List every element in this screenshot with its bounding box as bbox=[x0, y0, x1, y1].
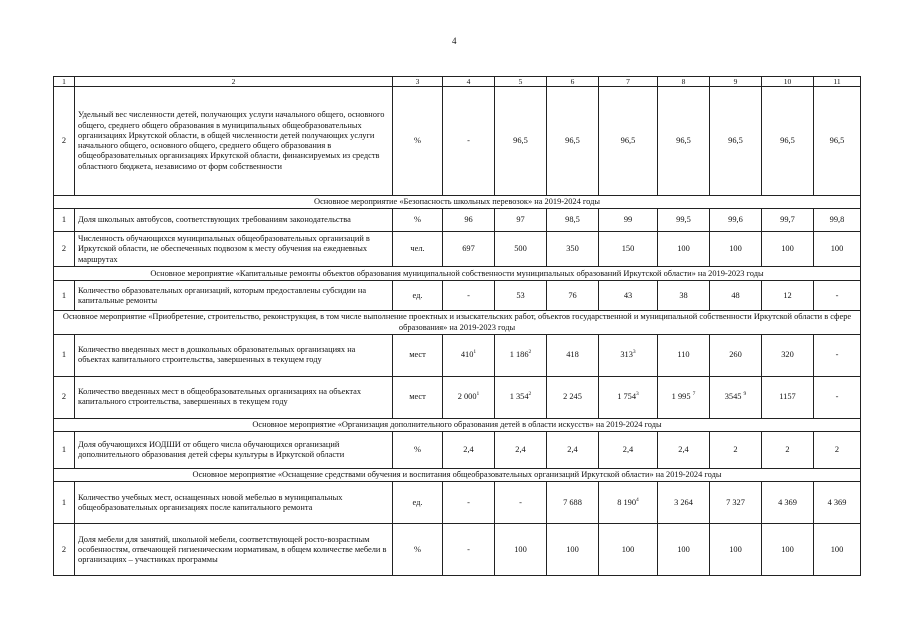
unit-cell bbox=[393, 232, 443, 267]
value-cell bbox=[599, 281, 658, 311]
cell-text: 4 369 bbox=[778, 497, 797, 507]
cell-text: чел. bbox=[410, 244, 425, 254]
footnote-mark: 1 bbox=[476, 391, 480, 398]
value-cell bbox=[762, 334, 814, 376]
cell-text: 2 bbox=[61, 544, 67, 554]
value-cell bbox=[599, 432, 658, 469]
cell-text: 410 bbox=[460, 350, 474, 360]
cell-text: 4 369 bbox=[827, 497, 847, 507]
cell-text: 1 bbox=[61, 497, 67, 507]
indicator-name-cell bbox=[75, 87, 393, 196]
indicator-name-cell bbox=[75, 376, 393, 418]
row-number-cell bbox=[54, 482, 75, 524]
value-cell bbox=[658, 524, 710, 576]
cell-text: 1157 bbox=[779, 392, 796, 402]
cell-text: Удельный вес численности детей, получающих услуги начального общего, основного общего, среднего общего образования в муниципальных общеобразовательных организациях Иркутской области, в общей численности детей получающих услуги начального общего, основного общего, среднего общего образования в общеобразовательных организациях Иркутской области, финансируемых из средств областного бюджета, независимо от форм собственности bbox=[78, 110, 385, 171]
cell-text: - bbox=[835, 392, 839, 402]
indicator-name-cell bbox=[75, 281, 393, 311]
value-cell bbox=[814, 482, 861, 524]
unit-cell bbox=[393, 281, 443, 311]
value-cell bbox=[547, 482, 599, 524]
cell-text: - bbox=[467, 544, 470, 554]
cell-text: 12 bbox=[783, 290, 792, 300]
column-number-row bbox=[54, 77, 861, 87]
value-cell bbox=[762, 524, 814, 576]
section-title: Основное мероприятие «Организация дополнительного образования детей в области искусств» на 2019-2024 годы bbox=[54, 418, 861, 431]
cell-text: 313 bbox=[620, 350, 633, 360]
value-cell bbox=[443, 482, 495, 524]
cell-text: 100 bbox=[677, 544, 690, 554]
cell-text: 96,5 bbox=[620, 136, 636, 146]
table-row bbox=[54, 482, 861, 524]
cell-text: 100 bbox=[514, 544, 527, 554]
cell-text: 53 bbox=[516, 290, 525, 300]
cell-text: 8 190 bbox=[617, 497, 637, 507]
section-row bbox=[54, 267, 861, 281]
column-number-cell: 6 bbox=[547, 77, 599, 87]
table-row bbox=[54, 232, 861, 267]
cell-text: - bbox=[519, 497, 522, 507]
cell-text: 2,4 bbox=[463, 445, 474, 455]
column-number-cell: 3 bbox=[393, 77, 443, 87]
cell-text: 99,8 bbox=[829, 215, 845, 225]
value-cell bbox=[443, 432, 495, 469]
cell-text: 100 bbox=[830, 244, 844, 254]
cell-text: 96 bbox=[464, 215, 473, 225]
cell-text: Численность обучающихся муниципальных общеобразовательных организаций в Иркутской области, не обеспеченных подвозом к месту обучения на ежедневных маршрутах bbox=[78, 234, 370, 264]
value-cell bbox=[658, 376, 710, 418]
value-cell bbox=[710, 232, 762, 267]
cell-text: % bbox=[414, 544, 421, 554]
row-number-cell bbox=[54, 232, 75, 267]
cell-text: Количество введенных мест в общеобразовательных организациях на объектах капитального строительства, завершенных в текущем году bbox=[78, 387, 362, 407]
cell-text: 1 995 bbox=[671, 392, 693, 402]
value-cell bbox=[599, 334, 658, 376]
value-cell bbox=[658, 482, 710, 524]
value-cell bbox=[547, 524, 599, 576]
value-cell bbox=[495, 209, 547, 232]
cell-text: 260 bbox=[729, 350, 742, 360]
cell-text: 99,5 bbox=[676, 215, 691, 225]
section-title: Основное мероприятие «Капитальные ремонты объектов образования муниципальной собственности муниципальных образований Иркутской области» на 2019-2023 годы bbox=[54, 267, 861, 281]
cell-text: 1 354 bbox=[509, 392, 529, 402]
value-cell bbox=[710, 482, 762, 524]
column-number-cell: 8 bbox=[658, 77, 710, 87]
cell-text: 3545 bbox=[724, 392, 744, 402]
footnote-mark: 2 bbox=[528, 349, 532, 356]
value-cell bbox=[710, 524, 762, 576]
value-cell bbox=[599, 482, 658, 524]
value-cell bbox=[814, 334, 861, 376]
cell-text: Количество введенных мест в дошкольных образовательных организациях на объектах капитального строительства, завершенных в текущем году bbox=[78, 345, 356, 365]
table-row bbox=[54, 376, 861, 418]
row-number-cell bbox=[54, 87, 75, 196]
cell-text: - bbox=[835, 290, 839, 300]
cell-text: 96,5 bbox=[513, 136, 528, 146]
cell-text: 7 688 bbox=[563, 497, 582, 507]
value-cell bbox=[658, 281, 710, 311]
cell-text: 1 754 bbox=[617, 392, 637, 402]
cell-text: 100 bbox=[729, 544, 742, 554]
page-number: 4 bbox=[452, 36, 457, 46]
cell-text: 2 bbox=[785, 445, 790, 455]
value-cell bbox=[762, 432, 814, 469]
cell-text: 1 bbox=[61, 215, 67, 225]
value-cell bbox=[658, 209, 710, 232]
unit-cell bbox=[393, 87, 443, 196]
value-cell bbox=[710, 87, 762, 196]
value-cell bbox=[762, 281, 814, 311]
cell-text: Количество учебных мест, оснащенных новой мебелью в муниципальных общеобразовательных организациях после капитального ремонта bbox=[78, 492, 343, 512]
section-title: Основное мероприятие «Оснащение средствами обучения и воспитания общеобразовательных организаций Иркутской области» на 2019-2024 годы bbox=[54, 469, 861, 482]
cell-text: 500 bbox=[514, 244, 527, 254]
value-cell bbox=[710, 209, 762, 232]
column-number-cell: 9 bbox=[710, 77, 762, 87]
row-number-cell bbox=[54, 334, 75, 376]
value-cell bbox=[443, 376, 495, 418]
cell-text: 697 bbox=[462, 244, 475, 254]
cell-text: 2,4 bbox=[622, 445, 634, 455]
value-cell bbox=[495, 87, 547, 196]
cell-text: мест bbox=[409, 350, 426, 360]
value-cell bbox=[547, 281, 599, 311]
cell-text: % bbox=[414, 445, 421, 455]
unit-cell bbox=[393, 376, 443, 418]
cell-text: 100 bbox=[729, 244, 742, 254]
cell-text: 2,4 bbox=[567, 445, 578, 455]
indicator-name-cell bbox=[75, 209, 393, 232]
value-cell bbox=[658, 87, 710, 196]
value-cell bbox=[814, 376, 861, 418]
cell-text: 96,5 bbox=[565, 136, 580, 146]
unit-cell bbox=[393, 432, 443, 469]
column-number-cell: 10 bbox=[762, 77, 814, 87]
value-cell bbox=[443, 232, 495, 267]
cell-text: мест bbox=[409, 392, 426, 402]
table-row bbox=[54, 209, 861, 232]
cell-text: - bbox=[467, 497, 470, 507]
unit-cell bbox=[393, 209, 443, 232]
cell-text: 100 bbox=[830, 544, 844, 554]
value-cell bbox=[443, 334, 495, 376]
row-number-cell bbox=[54, 376, 75, 418]
cell-text: 98,5 bbox=[565, 215, 580, 225]
cell-text: - bbox=[467, 136, 470, 146]
footnote-mark: 7 bbox=[692, 391, 696, 398]
cell-text: 2,4 bbox=[515, 445, 526, 455]
section-row bbox=[54, 196, 861, 209]
value-cell bbox=[443, 281, 495, 311]
section-row bbox=[54, 469, 861, 482]
row-number-cell bbox=[54, 209, 75, 232]
indicators-table bbox=[53, 76, 861, 576]
footnote-mark: 4 bbox=[636, 496, 639, 503]
value-cell bbox=[814, 281, 861, 311]
value-cell bbox=[547, 232, 599, 267]
column-number-cell: 4 bbox=[443, 77, 495, 87]
cell-text: 2 bbox=[61, 136, 67, 146]
column-number-cell: 5 bbox=[495, 77, 547, 87]
cell-text: 150 bbox=[621, 244, 635, 254]
table-row bbox=[54, 524, 861, 576]
indicator-name-cell bbox=[75, 232, 393, 267]
cell-text: 99,6 bbox=[728, 215, 743, 225]
column-number-cell: 7 bbox=[599, 77, 658, 87]
value-cell bbox=[814, 232, 861, 267]
cell-text: % bbox=[414, 215, 421, 225]
value-cell bbox=[495, 232, 547, 267]
table-row bbox=[54, 87, 861, 196]
value-cell bbox=[814, 209, 861, 232]
footnote-mark: 3 bbox=[636, 391, 639, 398]
value-cell bbox=[710, 432, 762, 469]
value-cell bbox=[599, 376, 658, 418]
cell-text: 48 bbox=[731, 290, 740, 300]
value-cell bbox=[762, 482, 814, 524]
cell-text: 99 bbox=[623, 215, 633, 225]
cell-text: 38 bbox=[679, 290, 688, 300]
cell-text: 2 bbox=[61, 244, 67, 254]
value-cell bbox=[547, 209, 599, 232]
cell-text: 2,4 bbox=[678, 445, 689, 455]
value-cell bbox=[658, 334, 710, 376]
cell-text: 3 264 bbox=[674, 497, 693, 507]
value-cell bbox=[658, 232, 710, 267]
section-title: Основное мероприятие «Приобретение, строительство, реконструкция, в том числе выполнение проектных и изыскательских работ, объектов государственной и муниципальной собственности Иркутской области в сфере образования» на 2019-2023 годы bbox=[54, 311, 861, 335]
cell-text: 96,5 bbox=[780, 136, 795, 146]
row-number-cell bbox=[54, 524, 75, 576]
value-cell bbox=[599, 209, 658, 232]
value-cell bbox=[710, 281, 762, 311]
cell-text: 43 bbox=[623, 290, 633, 300]
value-cell bbox=[658, 432, 710, 469]
cell-text: 2 000 bbox=[457, 392, 477, 402]
cell-text: 96,5 bbox=[728, 136, 743, 146]
cell-text: 2 bbox=[733, 445, 738, 455]
indicator-name-cell bbox=[75, 482, 393, 524]
footnote-mark: 9 bbox=[743, 391, 747, 398]
cell-text: 320 bbox=[781, 350, 794, 360]
value-cell bbox=[495, 334, 547, 376]
unit-cell bbox=[393, 334, 443, 376]
value-cell bbox=[762, 209, 814, 232]
row-number-cell bbox=[54, 432, 75, 469]
cell-text: - bbox=[467, 290, 470, 300]
column-number-cell: 2 bbox=[75, 77, 393, 87]
cell-text: 97 bbox=[516, 215, 525, 225]
value-cell bbox=[547, 376, 599, 418]
footnote-mark: 2 bbox=[528, 391, 532, 398]
value-cell bbox=[495, 524, 547, 576]
value-cell bbox=[547, 334, 599, 376]
value-cell bbox=[599, 232, 658, 267]
cell-text: 350 bbox=[566, 244, 579, 254]
cell-text: Количество образовательных организаций, которым предоставлены субсидии на капитальные ремонты bbox=[78, 285, 367, 305]
value-cell bbox=[762, 87, 814, 196]
unit-cell bbox=[393, 482, 443, 524]
cell-text: 100 bbox=[677, 244, 690, 254]
cell-text: 76 bbox=[568, 290, 577, 300]
unit-cell bbox=[393, 524, 443, 576]
cell-text: 96,5 bbox=[829, 136, 845, 146]
cell-text: 2 bbox=[834, 445, 840, 455]
value-cell bbox=[710, 334, 762, 376]
cell-text: 1 186 bbox=[509, 350, 529, 360]
cell-text: 2 245 bbox=[563, 392, 582, 402]
indicator-name-cell bbox=[75, 524, 393, 576]
value-cell bbox=[762, 232, 814, 267]
value-cell bbox=[443, 524, 495, 576]
value-cell bbox=[547, 432, 599, 469]
indicator-name-cell bbox=[75, 432, 393, 469]
value-cell bbox=[814, 87, 861, 196]
footnote-mark: 3 bbox=[632, 349, 636, 356]
table-row bbox=[54, 432, 861, 469]
value-cell bbox=[814, 432, 861, 469]
value-cell bbox=[495, 432, 547, 469]
value-cell bbox=[443, 209, 495, 232]
column-number-cell: 1 bbox=[54, 77, 75, 87]
cell-text: 1 bbox=[61, 290, 67, 300]
cell-text: 1 bbox=[61, 350, 67, 360]
value-cell bbox=[495, 482, 547, 524]
table-row bbox=[54, 281, 861, 311]
value-cell bbox=[547, 87, 599, 196]
cell-text: 2 bbox=[61, 392, 67, 402]
cell-text: 100 bbox=[621, 544, 635, 554]
cell-text: 100 bbox=[566, 544, 579, 554]
cell-text: 1 bbox=[61, 445, 67, 455]
value-cell bbox=[495, 376, 547, 418]
value-cell bbox=[710, 376, 762, 418]
section-title: Основное мероприятие «Безопасность школьных перевозок» на 2019-2024 годы bbox=[54, 196, 861, 209]
value-cell bbox=[495, 281, 547, 311]
cell-text: 100 bbox=[781, 244, 794, 254]
cell-text: 110 bbox=[677, 350, 690, 360]
cell-text: ед. bbox=[412, 497, 423, 507]
cell-text: 7 327 bbox=[726, 497, 745, 507]
section-row bbox=[54, 311, 861, 335]
cell-text: Доля школьных автобусов, соответствующих требованиям законодательства bbox=[78, 215, 351, 225]
value-cell bbox=[599, 87, 658, 196]
value-cell bbox=[599, 524, 658, 576]
section-row bbox=[54, 418, 861, 431]
cell-text: - bbox=[835, 350, 839, 360]
value-cell bbox=[443, 87, 495, 196]
row-number-cell bbox=[54, 281, 75, 311]
cell-text: ед. bbox=[412, 290, 423, 300]
value-cell bbox=[814, 524, 861, 576]
cell-text: % bbox=[414, 136, 421, 146]
cell-text: Доля обучающихся ИОДШИ от общего числа обучающихся организаций дополнительного образования детей сферы культуры в Иркутской области bbox=[78, 439, 345, 460]
cell-text: 96,5 bbox=[676, 136, 691, 146]
cell-text: 99,7 bbox=[780, 215, 795, 225]
value-cell bbox=[762, 376, 814, 418]
footnote-mark: 1 bbox=[473, 349, 477, 356]
indicator-name-cell bbox=[75, 334, 393, 376]
column-number-cell: 11 bbox=[814, 77, 861, 87]
cell-text: 418 bbox=[566, 350, 579, 360]
cell-text: Доля мебели для занятий, школьной мебели, соответствующей росто-возрастным особенностям, отвечающей гигиеническим нормативам, в общем количестве мебели в организациях – участниках программы bbox=[78, 534, 387, 565]
table-row bbox=[54, 334, 861, 376]
cell-text: 100 bbox=[781, 544, 794, 554]
